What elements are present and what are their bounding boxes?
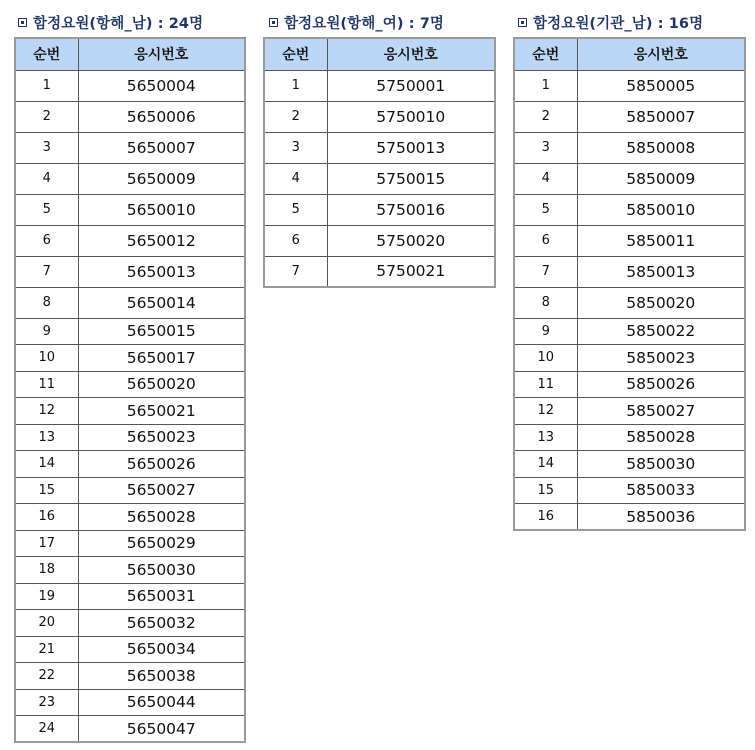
table-row: [514, 371, 745, 398]
seq-cell: 11: [514, 371, 577, 398]
table-row: [514, 424, 745, 451]
seq-cell: 23: [15, 689, 78, 716]
table-row: [15, 132, 245, 163]
exam-number-cell: 5850010: [577, 194, 745, 225]
seq-cell: 13: [15, 424, 78, 451]
table-row: [15, 101, 245, 132]
column-header-seq: 순번: [264, 38, 327, 70]
exam-number-cell: 5650013: [78, 256, 245, 287]
exam-number-cell: 5850020: [577, 287, 745, 318]
table-row: [264, 101, 495, 132]
seq-cell: 2: [514, 101, 577, 132]
seq-cell: 3: [264, 132, 327, 163]
heading-text: 함정요원(기관_남) : 16명: [533, 16, 704, 32]
seq-cell: 19: [15, 583, 78, 610]
results-table-engine-male: [513, 37, 746, 531]
seq-cell: 1: [514, 70, 577, 101]
exam-number-cell: 5750010: [327, 101, 495, 132]
heading-text: 함정요원(항해_남) : 24명: [33, 16, 204, 32]
seq-cell: 14: [15, 451, 78, 478]
table-row: [514, 477, 745, 504]
exam-number-cell: 5650026: [78, 451, 245, 478]
exam-number-cell: 5650012: [78, 225, 245, 256]
seq-cell: 4: [15, 163, 78, 194]
seq-cell: 8: [514, 287, 577, 318]
exam-number-cell: 5650021: [78, 398, 245, 425]
seq-cell: 6: [514, 225, 577, 256]
exam-number-cell: 5750016: [327, 194, 495, 225]
seq-cell: 6: [15, 225, 78, 256]
table-row: [15, 504, 245, 531]
exam-number-cell: 5850005: [577, 70, 745, 101]
exam-number-cell: 5650004: [78, 70, 245, 101]
table-row: [15, 663, 245, 690]
table-row: [514, 451, 745, 478]
exam-number-cell: 5750015: [327, 163, 495, 194]
table-row: [514, 225, 745, 256]
exam-number-cell: 5850030: [577, 451, 745, 478]
table-row: [15, 530, 245, 557]
exam-number-cell: 5850009: [577, 163, 745, 194]
exam-number-cell: 5650010: [78, 194, 245, 225]
table-row: [15, 163, 245, 194]
exam-number-cell: 5650032: [78, 610, 245, 637]
seq-cell: 21: [15, 636, 78, 663]
seq-cell: 17: [15, 530, 78, 557]
exam-number-cell: 5850036: [577, 504, 745, 531]
table-row: [264, 163, 495, 194]
table-row: [264, 194, 495, 225]
seq-cell: 3: [15, 132, 78, 163]
seq-cell: 13: [514, 424, 577, 451]
exam-number-cell: 5750020: [327, 225, 495, 256]
table-row: [15, 716, 245, 743]
seq-cell: 15: [15, 477, 78, 504]
exam-number-cell: 5650028: [78, 504, 245, 531]
exam-number-cell: 5850033: [577, 477, 745, 504]
column-header-seq: 순번: [15, 38, 78, 70]
seq-cell: 5: [514, 194, 577, 225]
seq-cell: 15: [514, 477, 577, 504]
seq-cell: 10: [514, 345, 577, 372]
exam-number-cell: 5750021: [327, 256, 495, 287]
exam-number-cell: 5650038: [78, 663, 245, 690]
column-header-exam-no: 응시번호: [327, 38, 495, 70]
table-row: [514, 398, 745, 425]
square-bullet-icon: [18, 18, 27, 27]
seq-cell: 2: [264, 101, 327, 132]
seq-cell: 4: [514, 163, 577, 194]
heading-navigation-male: [18, 12, 203, 33]
table-row: [514, 194, 745, 225]
table-row: [15, 610, 245, 637]
seq-cell: 1: [264, 70, 327, 101]
table-row: [514, 70, 745, 101]
exam-number-cell: 5650015: [78, 318, 245, 345]
seq-cell: 1: [15, 70, 78, 101]
table-row: [15, 451, 245, 478]
table-row: [15, 371, 245, 398]
seq-cell: 5: [15, 194, 78, 225]
exam-number-cell: 5850028: [577, 424, 745, 451]
seq-cell: 24: [15, 716, 78, 743]
seq-cell: 2: [15, 101, 78, 132]
seq-cell: 18: [15, 557, 78, 584]
results-table-navigation-male: [14, 37, 246, 743]
seq-cell: 12: [514, 398, 577, 425]
table-row: [514, 318, 745, 345]
seq-cell: 4: [264, 163, 327, 194]
seq-cell: 14: [514, 451, 577, 478]
exam-number-cell: 5750001: [327, 70, 495, 101]
exam-number-cell: 5850023: [577, 345, 745, 372]
exam-number-cell: 5850022: [577, 318, 745, 345]
exam-number-cell: 5650017: [78, 345, 245, 372]
table-row: [15, 689, 245, 716]
column-header-exam-no: 응시번호: [78, 38, 245, 70]
exam-number-cell: 5650027: [78, 477, 245, 504]
exam-number-cell: 5650014: [78, 287, 245, 318]
column-header-seq: 순번: [514, 38, 577, 70]
seq-cell: 5: [264, 194, 327, 225]
exam-number-cell: 5750013: [327, 132, 495, 163]
table-row: [264, 256, 495, 287]
seq-cell: 7: [264, 256, 327, 287]
table-row: [514, 345, 745, 372]
table-row: [514, 163, 745, 194]
table-row: [15, 70, 245, 101]
square-bullet-icon: [518, 18, 527, 27]
square-bullet-icon: [269, 18, 278, 27]
exam-number-cell: 5850026: [577, 371, 745, 398]
exam-number-cell: 5650031: [78, 583, 245, 610]
table-row: [264, 225, 495, 256]
exam-number-cell: 5850013: [577, 256, 745, 287]
results-table-navigation-female: [263, 37, 496, 288]
exam-number-cell: 5650030: [78, 557, 245, 584]
seq-cell: 20: [15, 610, 78, 637]
table-row: [15, 287, 245, 318]
table-row: [15, 477, 245, 504]
exam-number-cell: 5650006: [78, 101, 245, 132]
seq-cell: 22: [15, 663, 78, 690]
seq-cell: 9: [15, 318, 78, 345]
table-row: [514, 287, 745, 318]
table-row: [15, 225, 245, 256]
seq-cell: 6: [264, 225, 327, 256]
seq-cell: 11: [15, 371, 78, 398]
exam-number-cell: 5850008: [577, 132, 745, 163]
seq-cell: 16: [514, 504, 577, 531]
table-row: [15, 318, 245, 345]
table-row: [15, 256, 245, 287]
table-row: [15, 557, 245, 584]
exam-number-cell: 5650020: [78, 371, 245, 398]
exam-number-cell: 5650044: [78, 689, 245, 716]
seq-cell: 10: [15, 345, 78, 372]
table-row: [15, 424, 245, 451]
heading-text: 함정요원(항해_여) : 7명: [284, 16, 445, 32]
seq-cell: 12: [15, 398, 78, 425]
seq-cell: 7: [514, 256, 577, 287]
heading-navigation-female: [269, 12, 444, 33]
table-row: [15, 194, 245, 225]
exam-number-cell: 5650023: [78, 424, 245, 451]
exam-number-cell: 5650009: [78, 163, 245, 194]
table-row: [15, 583, 245, 610]
exam-number-cell: 5850007: [577, 101, 745, 132]
exam-number-cell: 5650034: [78, 636, 245, 663]
table-row: [15, 636, 245, 663]
seq-cell: 9: [514, 318, 577, 345]
exam-number-cell: 5650029: [78, 530, 245, 557]
exam-number-cell: 5850027: [577, 398, 745, 425]
table-row: [15, 345, 245, 372]
table-row: [264, 70, 495, 101]
table-row: [514, 256, 745, 287]
seq-cell: 16: [15, 504, 78, 531]
table-row: [514, 504, 745, 531]
table-row: [15, 398, 245, 425]
table-row: [514, 132, 745, 163]
seq-cell: 7: [15, 256, 78, 287]
seq-cell: 8: [15, 287, 78, 318]
table-row: [264, 132, 495, 163]
exam-number-cell: 5650007: [78, 132, 245, 163]
exam-number-cell: 5650047: [78, 716, 245, 743]
heading-engine-male: [518, 12, 703, 33]
column-header-exam-no: 응시번호: [577, 38, 745, 70]
table-row: [514, 101, 745, 132]
seq-cell: 3: [514, 132, 577, 163]
exam-number-cell: 5850011: [577, 225, 745, 256]
